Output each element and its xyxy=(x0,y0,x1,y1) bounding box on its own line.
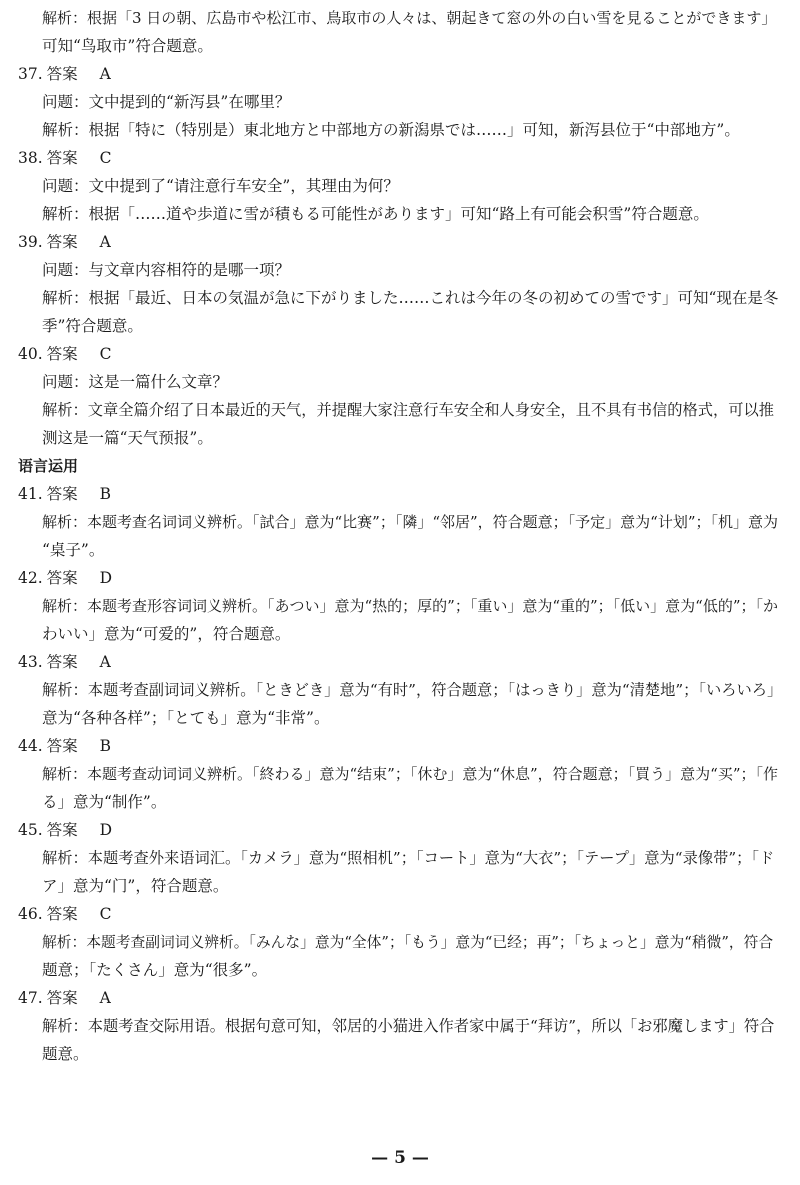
explanation-line: 解析：本题考查形容词词义辨析。「あつい」意为“热的；厚的”；「重い」意为“重的”；「低い」意为“低的”；「か xyxy=(42,597,779,615)
answer-choice: B xyxy=(99,485,112,503)
page-number: — 5 — xyxy=(371,1148,429,1168)
answer-choice: D xyxy=(99,569,113,587)
question-number: 42. xyxy=(18,569,43,587)
explanation-line: 意为“各种各样”；「とても」意为“非常”。 xyxy=(42,709,330,727)
answer-label: 答案 xyxy=(46,233,78,251)
answer-label: 答案 xyxy=(46,821,78,839)
answer-line xyxy=(18,568,784,589)
explanation-line: “桌子”。 xyxy=(42,541,105,559)
question-number: 37. xyxy=(18,65,43,83)
answer-label: 答案 xyxy=(46,569,78,587)
explanation-line: 测这是一篇“天气预报”。 xyxy=(42,429,213,447)
answer-explanations xyxy=(18,8,784,1072)
explanation-line: 题意；「たくさん」意为“很多”。 xyxy=(42,961,268,979)
answer-label: 答案 xyxy=(46,905,78,923)
answer-label: 答案 xyxy=(46,485,78,503)
question-number: 39. xyxy=(18,233,43,251)
answer-line xyxy=(18,148,784,169)
question-number: 47. xyxy=(18,989,43,1007)
answer-line xyxy=(18,736,784,757)
question-number: 41. xyxy=(18,485,43,503)
explanation-line: ア」意为“门”，符合题意。 xyxy=(42,877,229,895)
explanation-line: 问题：与文章内容相符的是哪一项？ xyxy=(42,261,291,279)
explanation-line: 解析：根据「……道や歩道に雪が積もる可能性があります」可知“路上有可能会积雪”符合题意。 xyxy=(42,205,709,223)
answer-choice: C xyxy=(99,149,112,167)
answer-label: 答案 xyxy=(46,737,78,755)
explanation-line: 解析：本题考查副词词义辨析。「みんな」意为“全体”；「もう」意为“已经；再”；「ちょっと」意为“稍微”，符合 xyxy=(42,934,774,951)
answer-choice: C xyxy=(99,345,112,363)
explanation-line: 可知“鸟取市”符合题意。 xyxy=(42,37,213,55)
explanation-line: 问题：文中提到的“新泻县”在哪里？ xyxy=(42,93,291,111)
question-number: 38. xyxy=(18,149,43,167)
answer-label: 答案 xyxy=(46,149,78,167)
explanation-line: わいい」意为“可爱的”，符合题意。 xyxy=(42,625,291,643)
explanation-line: 解析：本题考查动词词义辨析。「終わる」意为“结束”；「休む」意为“休息”，符合题意；「買う」意为“买”；「作 xyxy=(42,765,779,783)
answer-choice: A xyxy=(99,65,111,83)
answer-label: 答案 xyxy=(46,345,78,363)
explanation-line: 解析：本题考查交际用语。根据句意可知，邻居的小猫进入作者家中属于“拜访”，所以「お邪魔します」符合 xyxy=(42,1017,775,1035)
answer-choice: A xyxy=(99,653,111,671)
explanation-line: 问题：这是一篇什么文章？ xyxy=(42,373,229,391)
answer-line xyxy=(18,232,784,253)
answer-line xyxy=(18,484,784,505)
answer-label: 答案 xyxy=(46,65,78,83)
question-number: 43. xyxy=(18,653,43,671)
question-number: 44. xyxy=(18,737,43,755)
answer-line xyxy=(18,988,784,1009)
explanation-line: 解析：根据「3 日の朝、広島市や松江市、鳥取市の人々は、朝起きて窓の外の白い雪を見ることができます」 xyxy=(42,9,777,27)
answer-choice: C xyxy=(99,905,112,923)
answer-label: 答案 xyxy=(46,989,78,1007)
explanation-line: 解析：根据「最近、日本の気温が急に下がりました……これは今年の冬の初めての雪です」可知“现在是冬 xyxy=(42,289,779,307)
question-number: 45. xyxy=(18,821,43,839)
answer-line xyxy=(18,652,784,673)
answer-line xyxy=(18,64,784,85)
question-number: 40. xyxy=(18,345,43,363)
answer-line xyxy=(18,904,784,925)
explanation-line: 解析：本题考查副词词义辨析。「ときどき」意为“有时”，符合题意；「はっきり」意为“清楚地”；「いろいろ」 xyxy=(42,681,783,699)
answer-line xyxy=(18,344,784,365)
answer-choice: A xyxy=(99,233,111,251)
explanation-line: 解析：本题考查名词词义辨析。「試合」意为“比赛”；「隣」“邻居”，符合题意；「予定」意为“计划”；「机」意为 xyxy=(42,513,779,531)
question-number: 46. xyxy=(18,905,43,923)
answer-line xyxy=(18,820,784,841)
explanation-line: る」意为“制作”。 xyxy=(42,793,167,811)
explanation-line: 题意。 xyxy=(42,1045,89,1063)
explanation-line: 季”符合题意。 xyxy=(42,317,143,335)
explanation-line: 问题：文中提到了“请注意行车安全”，其理由为何？ xyxy=(42,177,399,195)
explanation-line: 解析：文章全篇介绍了日本最近的天气，并提醒大家注意行车安全和人身安全，且不具有书信的格式，可以推 xyxy=(42,401,774,419)
answer-choice: B xyxy=(99,737,112,755)
answer-choice: A xyxy=(99,989,111,1007)
section-heading: 语言运用 xyxy=(18,457,79,475)
explanation-line: 解析：根据「特に（特別是）東北地方と中部地方の新潟県では……」可知，新泻县位于“中部地方”。 xyxy=(42,121,740,139)
explanation-line: 解析：本题考查外来语词汇。「カメラ」意为“照相机”；「コート」意为“大衣”；「テープ」意为“录像带”；「ド xyxy=(42,849,775,867)
answer-label: 答案 xyxy=(46,653,78,671)
answer-choice: D xyxy=(99,821,113,839)
